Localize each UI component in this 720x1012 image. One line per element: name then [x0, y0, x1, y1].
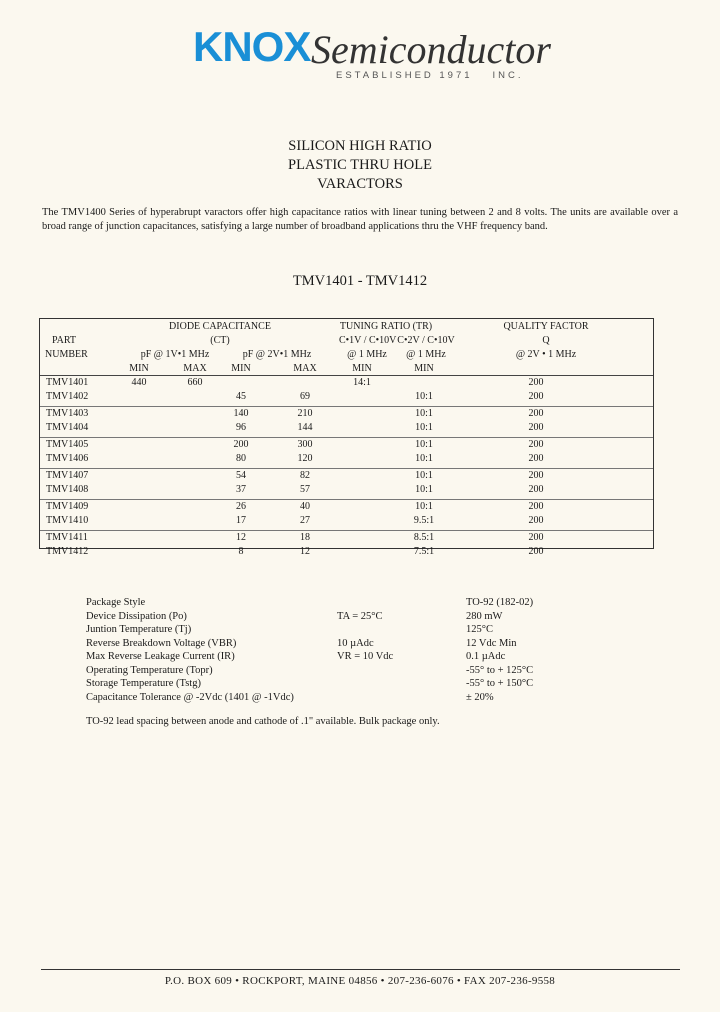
table-cell-part: TMV1412	[46, 546, 89, 558]
table-cell-q: 200	[528, 484, 544, 496]
spec-label: Max Reverse Leakage Current (IR)	[86, 651, 235, 662]
table-cell-q: 200	[528, 470, 544, 481]
title-line-3: VARACTORS	[317, 176, 403, 192]
spec-value: 280 mW	[466, 610, 503, 622]
group-rule	[40, 406, 653, 407]
header-quality-factor: QUALITY FACTOR	[503, 321, 589, 332]
table-cell-tr2: 10:1	[415, 422, 433, 434]
spec-value: TO-92 (182-02)	[466, 597, 534, 608]
header-rule	[40, 375, 653, 376]
spec-label: Reverse Breakdown Voltage (VBR)	[86, 637, 237, 649]
spec-value: 12 Vdc Min	[466, 637, 517, 649]
header-max-1: MAX	[183, 363, 207, 374]
table-cell-c2max: 18	[300, 532, 310, 543]
spec-value: 125°C	[466, 624, 493, 635]
table-cell-tr2: 10:1	[415, 501, 433, 512]
table-cell-c2max: 300	[297, 439, 313, 450]
header-max-2: MAX	[293, 363, 317, 374]
table-cell-c2max: 210	[297, 408, 313, 419]
header-pf-2v: pF @ 2V•1 MHz	[242, 349, 312, 360]
table-cell-part: TMV1408	[46, 484, 89, 496]
table-cell-tr2: 10:1	[415, 453, 433, 465]
spec-label: Device Dissipation (Po)	[86, 610, 187, 622]
table-cell-c2max: 40	[300, 501, 310, 512]
spec-value: -55° to + 150°C	[466, 678, 534, 689]
header-tr-1v-freq: @ 1 MHz	[347, 349, 387, 360]
group-rule	[40, 468, 653, 469]
table-cell-part: TMV1402	[46, 391, 89, 403]
group-rule	[40, 530, 653, 531]
table-cell-tr2: 8.5:1	[413, 532, 435, 543]
table-cell-c2min: 96	[236, 422, 246, 434]
table-cell-c2min: 80	[236, 453, 246, 465]
table-cell-c2max: 82	[300, 470, 310, 481]
table-cell-c2max: 120	[297, 453, 313, 465]
spec-label: Package Style	[86, 597, 146, 608]
table-cell-tr2: 10:1	[415, 391, 433, 403]
table-cell-tr2: 9.5:1	[413, 515, 435, 527]
spec-label: Operating Temperature (Topr)	[86, 664, 213, 676]
table-cell-q: 200	[528, 377, 544, 388]
title-line-2: PLASTIC THRU HOLE	[288, 157, 432, 173]
spec-condition: TA = 25°C	[337, 610, 383, 622]
header-q: Q	[542, 335, 550, 346]
spec-value: -55° to + 125°C	[466, 664, 534, 676]
table-cell-q: 200	[528, 422, 544, 434]
spec-label: Capacitance Tolerance @ -2Vdc (1401 @ -1Vdc)	[86, 691, 294, 703]
table-cell-tr2: 10:1	[415, 470, 433, 481]
table-cell-part: TMV1401	[46, 377, 89, 388]
intro-paragraph: The TMV1400 Series of hyperabrupt varactors offer high capacitance ratios with linear tuning between 2 and 8 volts. The units are available over a broad range of junction capacitances, satisfying a large number of broadband applications thru the VHF frequency band.	[42, 207, 678, 232]
header-q-condition: @ 2V • 1 MHz	[515, 349, 577, 360]
lead-spacing-note: TO-92 lead spacing between anode and cathode of .1" available. Bulk package only.	[86, 716, 440, 727]
table-cell-part: TMV1403	[46, 408, 89, 419]
spec-condition: 10 µAdc	[337, 637, 374, 649]
group-rule	[40, 437, 653, 438]
table-cell-c2min: 37	[236, 484, 246, 496]
established-text: ESTABLISHED 1971	[336, 70, 473, 81]
table-cell-part: TMV1409	[46, 501, 89, 512]
table-cell-q: 200	[528, 439, 544, 450]
table-cell-tr2: 7.5:1	[413, 546, 435, 558]
header-diode-capacitance: DIODE CAPACITANCE	[169, 321, 271, 332]
header-tuning-ratio: TUNING RATIO (TR)	[339, 321, 433, 332]
spec-value: ± 20%	[466, 691, 494, 703]
table-cell-c2max: 69	[300, 391, 310, 403]
table-cell-q: 200	[528, 408, 544, 419]
header-tr-2v-freq: @ 1 MHz	[406, 349, 446, 360]
table-cell-c2max: 57	[300, 484, 310, 496]
header-min-4: MIN	[414, 363, 434, 374]
header-min-3: MIN	[352, 363, 372, 374]
spec-label: Storage Temperature (Tstg)	[86, 678, 201, 689]
header-min-1: MIN	[129, 363, 149, 374]
spec-table	[39, 318, 654, 558]
table-cell-c2max: 144	[297, 422, 313, 434]
table-cell-c2min: 26	[236, 501, 246, 512]
header-min-2: MIN	[231, 363, 251, 374]
spec-condition: VR = 10 Vdc	[337, 651, 394, 662]
table-cell-c2min: 200	[233, 439, 249, 450]
table-cell-part: TMV1407	[46, 470, 89, 481]
footer-address: P.O. BOX 609 • ROCKPORT, MAINE 04856 • 207-236-6076 • FAX 207-236-9558	[164, 975, 556, 987]
table-cell-part: TMV1405	[46, 439, 89, 450]
spec-value: 0.1 µAdc	[466, 651, 506, 662]
table-cell-c1max: 660	[187, 377, 203, 388]
table-cell-c2min: 54	[236, 470, 246, 481]
table-cell-part: TMV1404	[46, 422, 89, 434]
table-cell-c2min: 8	[238, 546, 244, 558]
header-tr-2v: C•2V / C•10V	[397, 335, 455, 346]
brand-logo-semiconductor: Semiconductor	[311, 27, 551, 72]
header-part: PART	[52, 335, 77, 346]
table-cell-tr2: 10:1	[415, 408, 433, 419]
table-cell-c2min: 17	[236, 515, 246, 527]
header-number: NUMBER	[45, 349, 88, 360]
table-cell-c2min: 12	[236, 532, 246, 543]
table-cell-q: 200	[528, 532, 544, 543]
table-cell-q: 200	[528, 453, 544, 465]
table-cell-part: TMV1406	[46, 453, 89, 465]
table-cell-tr2: 10:1	[415, 484, 433, 496]
spec-label: Juntion Temperature (Tj)	[86, 624, 192, 635]
table-cell-part: TMV1410	[46, 515, 89, 527]
inc-text: INC.	[492, 70, 524, 81]
table-cell-q: 200	[528, 546, 544, 558]
table-cell-tr2: 10:1	[415, 439, 433, 450]
table-cell-c2max: 27	[300, 515, 310, 527]
table-cell-c2min: 45	[236, 391, 246, 403]
title-line-1: SILICON HIGH RATIO	[288, 138, 432, 154]
series-heading: TMV1401 - TMV1412	[292, 273, 428, 289]
table-cell-tr1: 14:1	[353, 377, 371, 388]
table-cell-c2max: 12	[300, 546, 310, 558]
table-cell-c2min: 140	[233, 408, 249, 419]
header-pf-1v: pF @ 1V•1 MHz	[140, 349, 210, 360]
header-ct: (CT)	[210, 335, 230, 346]
table-cell-q: 200	[528, 501, 544, 512]
table-cell-q: 200	[528, 391, 544, 403]
table-cell-part: TMV1411	[46, 532, 88, 543]
brand-established	[336, 70, 524, 81]
table-cell-q: 200	[528, 515, 544, 527]
header-tr-1v: C•1V / C•10V	[339, 335, 397, 346]
brand-logo-knox: KNOX	[193, 23, 311, 70]
group-rule	[40, 499, 653, 500]
table-cell-c1min: 440	[131, 377, 147, 388]
document-title	[0, 137, 720, 194]
footer-rule	[41, 969, 680, 970]
